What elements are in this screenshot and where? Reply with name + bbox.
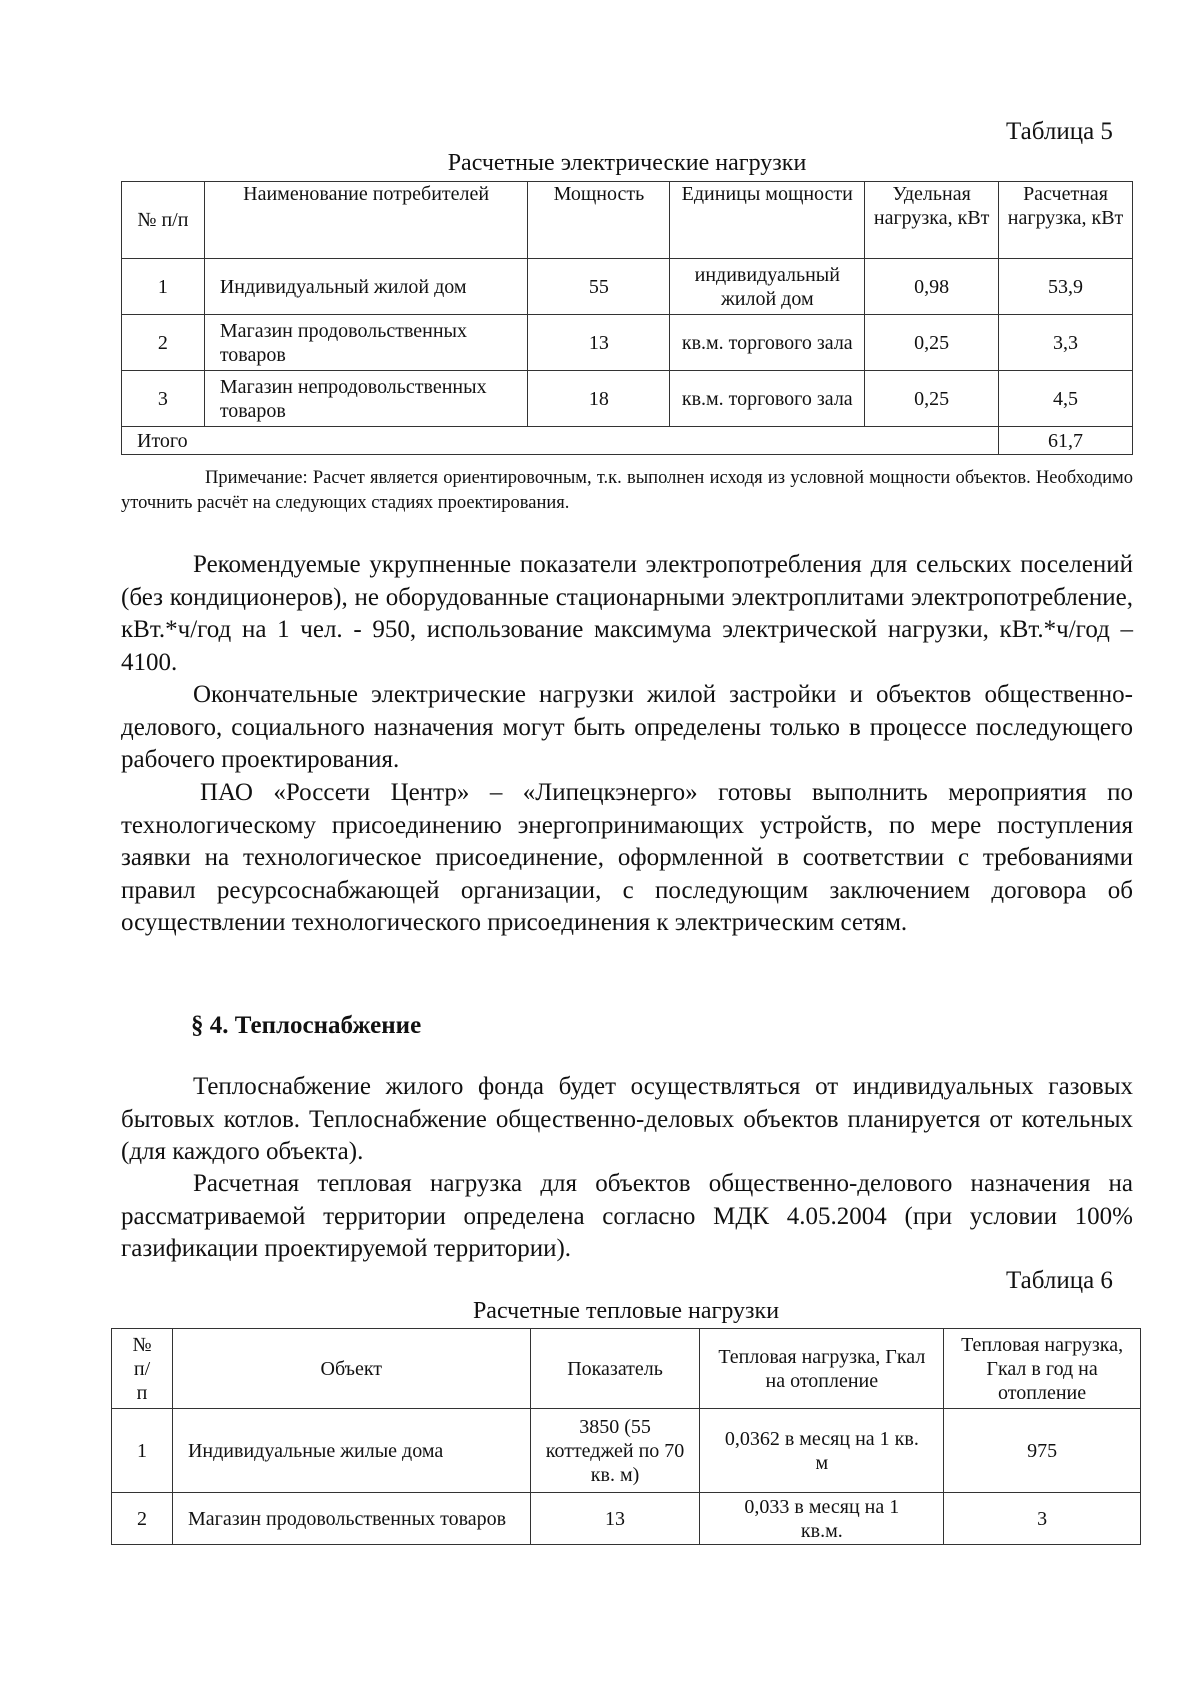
table6-header-cell: № п/ п (112, 1329, 173, 1409)
table5 (121, 181, 1133, 455)
table5-header-cell: Мощность (528, 182, 670, 259)
table-row (122, 315, 1133, 371)
table5-total-label: Итого (122, 427, 999, 455)
table5-cell: 4,5 (999, 371, 1133, 427)
paragraph: ПАО «Россети Центр» – «Липецкэнерго» готовы выполнить мероприятия по технологическому присоединению энергопринимающих устройств, по мере поступления заявки на технологическое присоединение, оформленной в соответствии с требованиями правил ресурсоснабжающей организации, с последующим заключением договора об осуществлении технологического присоединения к электрическим сетям. (121, 779, 1133, 936)
table5-cell: 1 (122, 259, 205, 315)
table6-cell: 13 (530, 1493, 700, 1545)
table-row (122, 259, 1133, 315)
table5-header-cell: Единицы мощности (670, 182, 865, 259)
table5-header-cell: Наименование потребителей (204, 182, 528, 259)
table5-note (121, 466, 1133, 516)
table5-cell: 2 (122, 315, 205, 371)
table5-cell: 0,25 (865, 315, 999, 371)
table6-header-cell: Показатель (530, 1329, 700, 1409)
table-row (112, 1493, 1141, 1545)
table5-cell: индивидуальный жилой дом (670, 259, 865, 315)
table6-cell: 3850 (55 коттеджей по 70 кв. м) (530, 1409, 700, 1493)
table6-cell: 0,033 в месяц на 1 кв.м. (700, 1493, 944, 1545)
table6-cell: Индивидуальные жилые дома (172, 1409, 530, 1493)
table5-cell: 18 (528, 371, 670, 427)
table5-cell: Индивидуальный жилой дом (204, 259, 528, 315)
table5-header-cell: Расчетная нагрузка, кВт (999, 182, 1133, 259)
table6-number: Таблица 6 (1006, 1267, 1113, 1294)
table6-cell: 3 (944, 1493, 1141, 1545)
table5-cell: Магазин продовольственных товаров (204, 315, 528, 371)
table5-header-row (122, 182, 1133, 259)
table-row (122, 371, 1133, 427)
table5-total-value: 61,7 (999, 427, 1133, 455)
table5-cell: 3,3 (999, 315, 1133, 371)
paragraph: Теплоснабжение жилого фонда будет осуществляться от индивидуальных газовых бытовых котлов. Теплоснабжение общественно-деловых объектов планируется от котельных (для каждого объекта). (121, 1073, 1133, 1165)
table6-cell: Магазин продовольственных товаров (172, 1493, 530, 1545)
table6-header-row (112, 1329, 1141, 1409)
table5-total-row (122, 427, 1133, 455)
paragraph: Окончательные электрические нагрузки жилой застройки и объектов общественно-делового, социального назначения могут быть определены только в процессе последующего рабочего проектирования. (121, 681, 1133, 773)
table5-cell: Магазин непродовольственных товаров (204, 371, 528, 427)
table5-header-cell: № п/п (122, 182, 205, 259)
table6-cell: 0,0362 в месяц на 1 кв. м (700, 1409, 944, 1493)
table-row (112, 1409, 1141, 1493)
table5-cell: кв.м. торгового зала (670, 371, 865, 427)
table5-number: Таблица 5 (1006, 118, 1113, 145)
table6-header-cell: Тепловая нагрузка, Гкал на отопление (700, 1329, 944, 1409)
table6 (111, 1328, 1141, 1545)
note-text: Примечание: Расчет является ориентировочным, т.к. выполнен исходя из условной мощности объектов. Необходимо уточнить расчёт на следующих стадиях проектирования. (121, 468, 1133, 513)
table5-cell: кв.м. торгового зала (670, 315, 865, 371)
paragraph: Расчетная тепловая нагрузка для объектов общественно-делового назначения на рассматриваемой территории определена согласно МДК 4.05.2004 (при условии 100% газификации проектируемой территории). (121, 1170, 1133, 1262)
table5-cell: 0,98 (865, 259, 999, 315)
table6-header-cell: Тепловая нагрузка, Гкал в год на отопление (944, 1329, 1141, 1409)
table5-title: Расчетные электрические нагрузки (447, 150, 807, 176)
table6-title: Расчетные тепловые нагрузки (472, 1298, 780, 1324)
table6-cell: 2 (112, 1493, 173, 1545)
table6-cell: 1 (112, 1409, 173, 1493)
table6-header-cell: Объект (172, 1329, 530, 1409)
table5-cell: 0,25 (865, 371, 999, 427)
paragraph: Рекомендуемые укрупненные показатели электропотребления для сельских поселений (без кондиционеров), не оборудованные стационарными электроплитами электропотребление, кВт.*ч/год на 1 чел. - 950, использование максимума электрической нагрузки, кВт.*ч/год – 4100. (121, 551, 1133, 676)
table5-cell: 13 (528, 315, 670, 371)
section-heading: § 4. Теплоснабжение (191, 1012, 422, 1039)
table5-cell: 53,9 (999, 259, 1133, 315)
table5-cell: 55 (528, 259, 670, 315)
table5-header-cell: Удельная нагрузка, кВт (865, 182, 999, 259)
table5-cell: 3 (122, 371, 205, 427)
table6-cell: 975 (944, 1409, 1141, 1493)
